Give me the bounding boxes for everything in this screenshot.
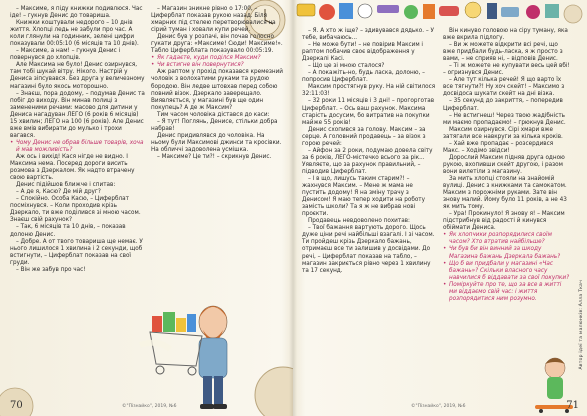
story-paragraph: Тим часом чоловіка дістався до каси: [157, 111, 270, 118]
story-paragraph: За мить хлопці стояли на знайомій вулиці. Денис з книжками та самокатом. Максим з порожніми руками. Зате він знову малий. Йому було 11 років, а не 43 як мить тому. [443, 175, 567, 211]
story-paragraph: – Що це зі мною сталося? [308, 63, 385, 70]
story-paragraph: – Айфон за 2 роки, подумаю довела світу за 6 років, ЛЕГО-містечко всього за рік... Уявляєте, що за рахунок правильний, – підводив Циферблат. [302, 147, 433, 175]
story-paragraph: Але Максима не було! Денис озирнувся, там тобі шукай вітру. Нікого. Настрій у Дениса зіпсувався. Без друга у величезному магазині було якось моторошно. [10, 62, 145, 90]
story-paragraph: – Добре. А от твого товариша ще немає. У нього лишилося 1 хвилина і 2 секунди, щоб встигнути, – Циферблат показав на свої груди. [10, 238, 143, 266]
question-prompt: • Чи встигне він повернутися? [151, 62, 284, 69]
story-paragraph: – Ті ж можете не купувати весь цей вбі! – огризнувся Денис. [443, 63, 570, 77]
story-paragraph: Денис придивлявся до чоловіка. На ньому були Максимові джинси та кросівки. На обличчі задоволена усмішка. [151, 132, 282, 153]
story-paragraph: – Максиме? Це ти?! – скрикнув Денис. [157, 153, 272, 160]
story-paragraph: – Я тут! Поглянь, Денисе, стільки добра набрав! [151, 118, 278, 132]
question-prompt: • Чи був би він винний за шкоду Магазина бажань Дзеркала бажань? [443, 246, 571, 260]
story-paragraph: – Максиме, я піду книжки подивлюся. Час іде! – гукнув Денис до товариша. [10, 6, 143, 20]
footer-copyright: ©"Пізнайко", 2019, №6 [411, 404, 466, 409]
story-paragraph: – Ви ж можете відкрити всі речі, що вже придбали будь-ласка, я ж просто з вами, – не сприяв ні, – відповів Денис. [443, 42, 563, 63]
story-paragraph: – Я. А хто ж іще? – здивувався дядько. – У тебе, вибачаюсь... [302, 28, 434, 42]
question-prompt: • Чому Денис не обрав більше товарів, хоча й мав можливість? [10, 140, 146, 154]
story-paragraph: – Максиме, а нам! – гукнув Денис і повернувся до хлопців. [10, 48, 121, 62]
story-paragraph: – Він же забув про час! [16, 266, 86, 273]
story-paragraph: – Так, 6 місяців та 10 днів, – показав долоню Денис. [10, 224, 126, 238]
man-with-cart-illustration [140, 306, 227, 409]
story-paragraph: – І в що, лишусь таким старим?! – жахнувся Максим. – Мене ж мама не пустить додому! Я на зміну трачу з Денисом! Я маю тепер ходити на роботу замість школи? Та я ж не вибрав нові проєкти. [302, 175, 425, 218]
question-prompt: • Поміркуйте про те, що за все в житті ми віддаємо свій час: і життя розпорядитися ним розумно. [443, 282, 571, 303]
story-paragraph: – Твої бажання вартують дорого. Щось дуже ціни речі найбільші взагалі. І зі часом. Ти пройдеш крізь Дзеркало бажань, отримаєш все ти залишив у досвідами. До речі, – Циферблат показав на табло, – магазин закриється рівно через 1 хвилину та 17 секунд. [302, 225, 435, 274]
story-paragraph: – Хай вже пропадає – розсердився Макс. – Ходімо звідси! [443, 140, 554, 154]
story-paragraph: Аж ось і вихід! Кася нігде не видно. І Максима нема. Посеред дороги висить розмова з Дзеркалом. Як надто втрачену свою вартість. [10, 153, 135, 182]
question-prompt: • Як гадаєте, куди поділся Максим? [151, 55, 284, 62]
story-paragraph: – Магазин зникне рівно о 17:00, – Циферблат показав рукою назад. Біля хмарних під стелею перетворювалися на сірий туман і ховали купи речей. [151, 6, 276, 34]
story-paragraph: – А покажіть-но, будь ласка, долоню, – попросив Циферблат. [302, 70, 425, 84]
story-paragraph: – Але тут кілька речей! Я що варто їх все тягнути?! Ну хоч скейт! – Максимо з досвідоса шукати скейт на дні візка. [443, 77, 565, 98]
page-number: 71 [566, 400, 579, 411]
right-page [293, 0, 587, 416]
story-paragraph: Денис підійшов ближче і спитав: [16, 182, 116, 189]
story-paragraph: Максим простягнув руку. На ній світилося 32:11:03! [302, 84, 436, 98]
left-page [0, 0, 293, 416]
story-paragraph: – Знаєш, пора додому, – подумав Денис та побіг до виходу. Він минав полиці з замененими речами: масово для дитини у Дениса нагадуван ЛЕГО (6 років 6 місяців) 15 хвилин; ЛЕГО на 100 (6 років). Але Денис вже вмів вибирати до мулько і трохи вагався. [10, 90, 145, 139]
story-paragraph: – Не може бути! – не повірив Максим і раптом побачив своє відображення у Дзеркалі Касі. [302, 42, 424, 63]
right-column-2 [443, 28, 571, 303]
story-paragraph: – 32 роки 11 місяців і 3 дні! – прогорготав Циферблат. – Ось ваш рахунок. Максима старість досусим, бо витратив на покупки майже 55 років! [302, 98, 435, 126]
story-paragraph: Денис схопився за голову. Максим – за серце. А головний продавець – за візок з горою речей: [302, 126, 426, 147]
story-paragraph: Максим озирнувся. Сірі хмари вже затягали все навкруги за кілька кроків. [443, 126, 563, 140]
right-column-1 [302, 28, 437, 275]
left-column-1 [10, 6, 146, 274]
story-paragraph: Продавець невдоволено похитав: [308, 218, 410, 225]
story-paragraph: Книжки коштували недорого – 10 днів життя. Хлопці ледь не забули про час. А коли глянули на годинник, зелені цифри показували 00:05:10 (6 місяців та 10 днів). [10, 20, 139, 48]
author-credit: Автор ідеї та малюнків: Алла Ткач [579, 280, 584, 370]
question-prompt: • Як хлопчики розпорядилися своїм часом? Хто втратив найбільше? [443, 232, 571, 246]
story-paragraph: – Спокійно. Особа Касю, – Циферблат посміхнувся. – Коли проходив крізь Дзеркало, ти вже поділився зі мною часом. Знаєш свій рахунок? [10, 196, 141, 224]
left-column-2 [151, 6, 284, 161]
page-number: 70 [10, 400, 23, 411]
story-paragraph: Аж раптом у прохід показався кремезний чоловік з волохатими руками та рудою бородою. Він ледве штовхав перед собою повний візок. Дзеркало заверещало. Виявляється, у магазині був ще один покупець? А де ж Максим? [151, 69, 284, 111]
story-paragraph: Дорослий Максим підняв друга одною рукою, вхопивши скейт другою, і разом вони вилетіли з магазину. [443, 154, 565, 175]
story-paragraph: – А де я, Касю? Де мій друг? [16, 189, 101, 196]
story-paragraph: – Не встигнеш! Через твою жадібність ми маємо пропадаємо! – грюкнув Денис. [443, 112, 566, 126]
question-prompt: • Що б ви придбали у магазині «Час бажань»? Скільки власного часу навчилися б віддавати за свої покупки? [443, 261, 571, 282]
story-paragraph: Він кинуво головою на сіру туману, яка вже вкрила підлогу. [443, 28, 568, 42]
footer-copyright: ©"Пізнайко", 2019, №6 [122, 404, 177, 409]
story-paragraph: – 35 секунд до закриття, – попередив Циферблат. [443, 98, 563, 112]
story-paragraph: Денис був у розпачі, він почав голосно гукати друга: «Максиме! Сюди! Максиме!». Табло Циферблата показувало 00:05:19. [151, 34, 283, 55]
story-paragraph: – Ура! Прокинуло! Я знову я! – Максим підстрибнув від радості й кинувся обіймати Дениса. [443, 211, 565, 232]
